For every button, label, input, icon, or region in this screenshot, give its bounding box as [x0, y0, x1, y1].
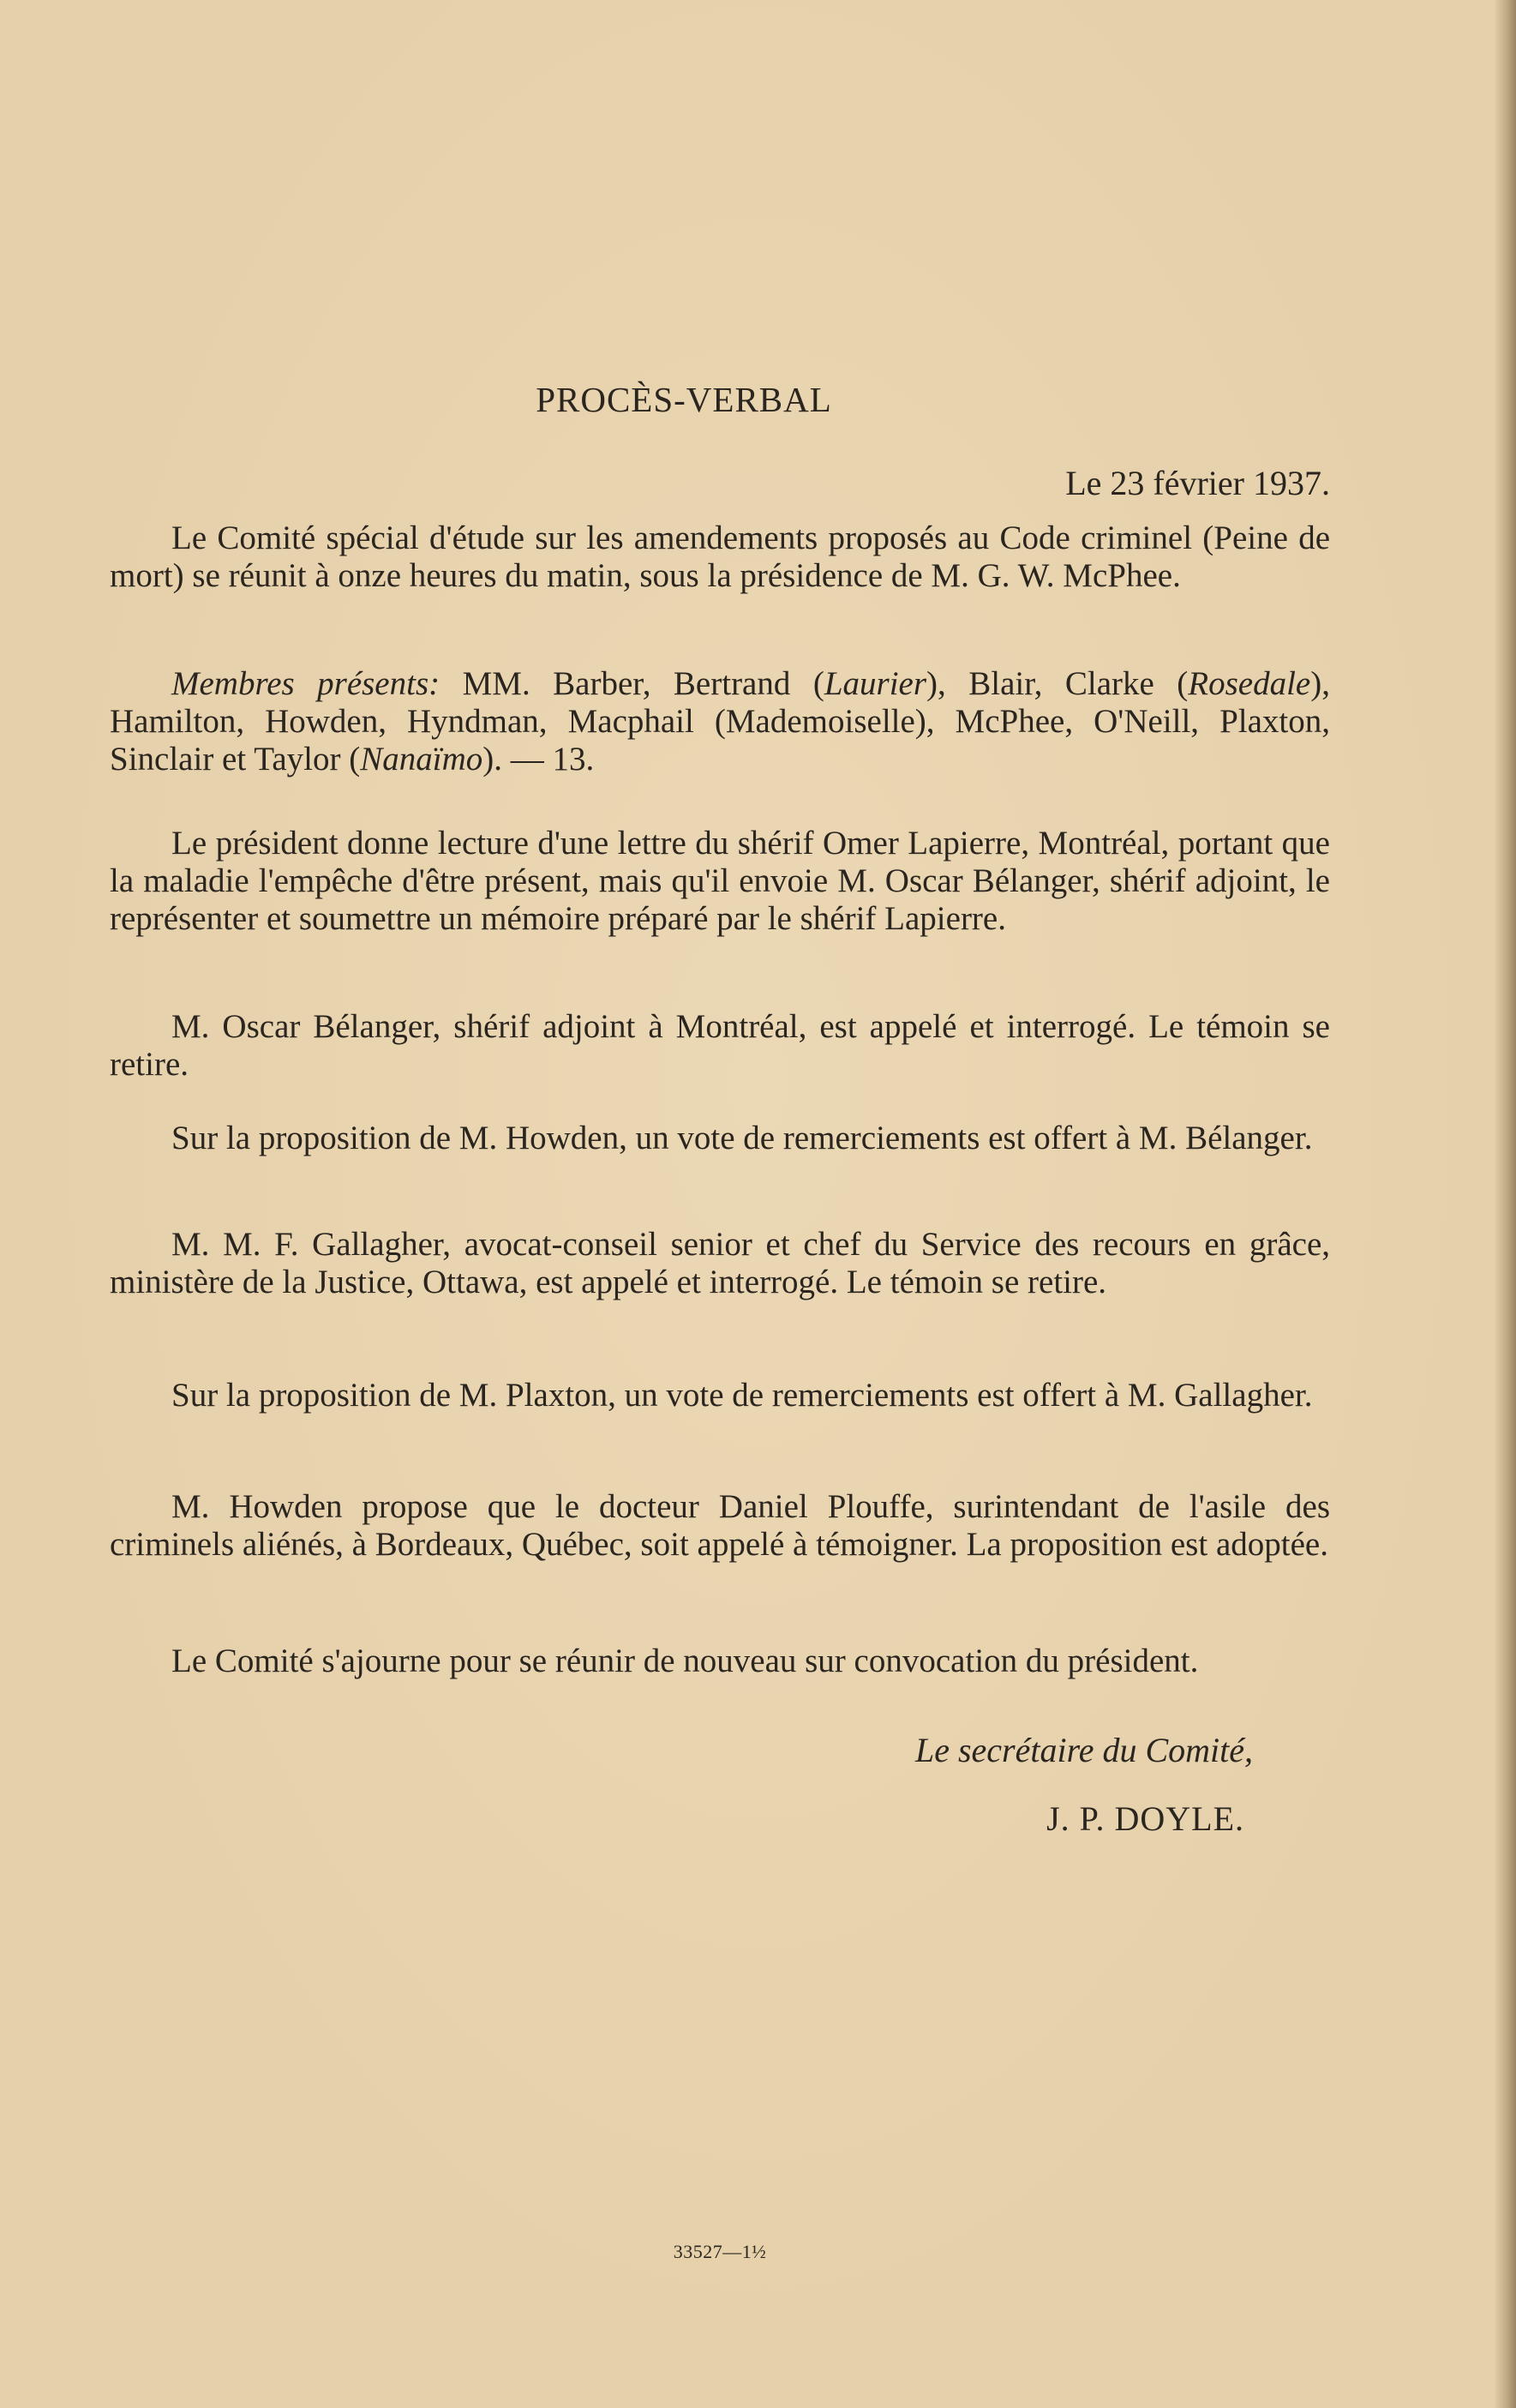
paragraph-letter: Le président donne lecture d'une lettre du shérif Omer Lapierre, Montréal, portant que la maladie l'empêche d'être présent, mais qu'il envoie M. Oscar Bélanger, shérif adjoint, le représenter et soumettre un mémoire préparé par le shérif Lapierre. [110, 825, 1330, 937]
page-edge-shadow [1494, 0, 1516, 2408]
paragraph-members: Membres présents: MM. Barber, Bertrand (Laurier), Blair, Clarke (Rosedale), Hamilton, Howden, Hyndman, Macphail (Mademoiselle), McPhee, O'Neill, Plaxton, Sinclair et Taylor (Nanaïmo). — 13. [110, 665, 1330, 778]
print-code: 33527—1½ [673, 2241, 767, 2262]
paragraph-adjournment: Le Comité s'ajourne pour se réunir de nouveau sur convocation du président. [171, 1642, 1199, 1679]
meeting-date: Le 23 février 1937. [1065, 464, 1330, 502]
members-label: Membres présents: [171, 665, 440, 702]
paragraph-belanger-witness: M. Oscar Bélanger, shérif adjoint à Montréal, est appelé et interrogé. Le témoin se retire. [110, 1008, 1330, 1083]
secretary-signoff: Le secrétaire du Comité, [914, 1731, 1253, 1769]
paragraph-plouffe-motion: M. Howden propose que le docteur Daniel Plouffe, surintendant de l'asile des criminels aliénés, à Bordeaux, Québec, soit appelé à témoigner. La proposition est adoptée. [110, 1488, 1330, 1563]
paragraph-opening: Le Comité spécial d'étude sur les amendements proposés au Code criminel (Peine de mort) se réunit à onze heures du matin, sous la présidence de M. G. W. McPhee. [110, 519, 1330, 594]
page-title: PROCÈS-VERBAL [536, 380, 832, 419]
paragraph-gallagher-witness: M. M. F. Gallagher, avocat-conseil senior et chef du Service des recours en grâce, ministère de la Justice, Ottawa, est appelé et interrogé. Le témoin se retire. [110, 1226, 1330, 1300]
paragraph-gallagher-thanks: Sur la proposition de M. Plaxton, un vote de remerciements est offert à M. Gallagher. [171, 1377, 1313, 1414]
paragraph-belanger-thanks: Sur la proposition de M. Howden, un vote de remerciements est offert à M. Bélanger. [171, 1120, 1313, 1156]
secretary-name: J. P. DOYLE. [1046, 1799, 1244, 1838]
